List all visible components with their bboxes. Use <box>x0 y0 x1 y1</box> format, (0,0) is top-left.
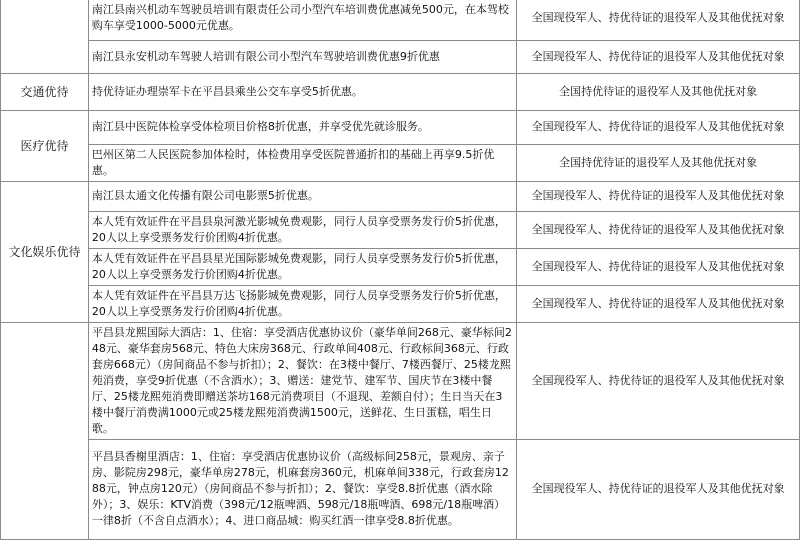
eligible-target: 全国持优待证的退役军人及其他优抚对象 <box>517 73 800 110</box>
category-cell-driving <box>1 0 89 73</box>
eligible-target: 全国现役军人、持优待证的退役军人及其他优抚对象 <box>517 439 800 539</box>
benefit-description-text: 平昌县龙熙国际大酒店：1、住宿：享受酒店优惠协议价（豪华单间268元、豪华标间248元、豪华套房568元、特色大床房368元、行政单间408元、行政标间368元、行政套房668元）（房间商品不参与折扣）；2、餐饮：在3楼中餐厅、7楼西餐厅、25楼龙熙苑消费，享受9折优惠（不含酒水）；3、赠送：建党节、建军节、国庆节在3楼中餐厅、25楼龙熙苑消费即赠送茶坊168元消费项目（不退现、差额自付）；生日当天在3楼中餐厅消费满1000元或25楼龙熙苑消费满1500元，送鲜花、生日蛋糕，唱生日歌。 <box>91 325 512 435</box>
benefit-description-text: 南江县南兴机动车驾驶员培训有限责任公司小型汽车培训费优惠减免500元，在本驾校购车享受1000-5000元优惠。 <box>91 3 509 33</box>
eligible-target: 全国现役军人、持优待证的退役军人及其他优抚对象 <box>517 0 800 40</box>
benefit-description <box>88 439 516 539</box>
benefit-description <box>88 322 516 439</box>
benefit-description <box>88 40 516 73</box>
table-row <box>1 211 800 248</box>
eligible-target: 全国现役军人、持优待证的退役军人及其他优抚对象 <box>517 110 800 144</box>
eligible-target: 全国持优待证的退役军人及其他优抚对象 <box>517 144 800 181</box>
benefit-description <box>88 211 516 248</box>
category-cell-medical: 医疗优待 <box>1 110 89 181</box>
benefit-description <box>88 181 516 211</box>
eligible-target: 全国现役军人、持优待证的退役军人及其他优抚对象 <box>517 248 800 285</box>
table-row <box>1 285 800 322</box>
table-row <box>1 439 800 539</box>
table-row <box>1 0 800 40</box>
table-row <box>1 248 800 285</box>
eligible-target: 全国现役军人、持优待证的退役军人及其他优抚对象 <box>517 40 800 73</box>
benefit-description-text: 本人凭有效证件在平昌县星光国际影城免费观影，同行人员享受票务发行价5折优惠，20人以上享受票务发行价团购4折优惠。 <box>91 251 506 281</box>
benefit-description <box>88 73 516 110</box>
table-row <box>1 181 800 211</box>
benefit-description-text: 南江县永安机动车驾驶人培训有限公司小型汽车驾驶培训费优惠9折优惠 <box>91 49 440 63</box>
eligible-target: 全国现役军人、持优待证的退役军人及其他优抚对象 <box>517 322 800 439</box>
benefit-description <box>88 0 516 40</box>
benefit-description-text: 本人凭有效证件在平昌县泉河激光影城免费观影，同行人员享受票务发行价5折优惠，20人以上享受票务发行价团购4折优惠。 <box>91 214 506 244</box>
benefit-description-text: 平昌县香榭里酒店：1、住宿：享受酒店优惠协议价（高级标间258元，景观房、亲子房、影院房298元，豪华单房278元，机麻套房360元，机麻单间338元，行政套房1288元，钟点房120元）（房间商品不参与折扣）；2、餐饮：享受8.8折优惠（酒水除外）；3、娱乐：KTV消费（398元/12瓶啤酒、598元/18瓶啤酒、698元/18瓶啤酒）一律8折（不含自点酒水）；4、进口商品城：购买红酒一律享受8.8折优惠。 <box>91 450 509 527</box>
eligible-target: 全国现役军人、持优待证的退役军人及其他优抚对象 <box>517 211 800 248</box>
benefit-description-text: 南江县太通文化传播有限公司电影票5折优惠。 <box>91 189 319 202</box>
benefit-description <box>88 285 516 322</box>
benefit-description-text: 持优待证办理崇军卡在平昌县乘坐公交车享受5折优惠。 <box>91 84 363 98</box>
table-row <box>1 110 800 144</box>
benefit-description <box>88 248 516 285</box>
benefit-description-text: 南江县中医院体检享受体检项目价格8折优惠，并享受优先就诊服务。 <box>91 120 429 133</box>
category-cell-transport: 交通优待 <box>1 73 89 110</box>
benefit-description <box>88 110 516 144</box>
benefit-description <box>88 144 516 181</box>
benefit-description-text: 本人凭有效证件在平昌县万达飞扬影城免费观影，同行人员享受票务发行价5折优惠，20人以上享受票务发行价团购4折优惠。 <box>91 288 506 318</box>
table-row <box>1 73 800 110</box>
benefit-description-text: 巴州区第二人民医院参加体检时，体检费用享受医院普通折扣的基础上再享9.5折优惠。 <box>91 147 495 177</box>
category-cell-culture: 文化娱乐优待 <box>1 181 89 322</box>
category-cell-hotel <box>1 322 89 539</box>
table-row <box>1 144 800 181</box>
table-row <box>1 322 800 439</box>
eligible-target: 全国现役军人、持优待证的退役军人及其他优抚对象 <box>517 181 800 211</box>
table-row <box>1 40 800 73</box>
eligible-target: 全国现役军人、持优待证的退役军人及其他优抚对象 <box>517 285 800 322</box>
